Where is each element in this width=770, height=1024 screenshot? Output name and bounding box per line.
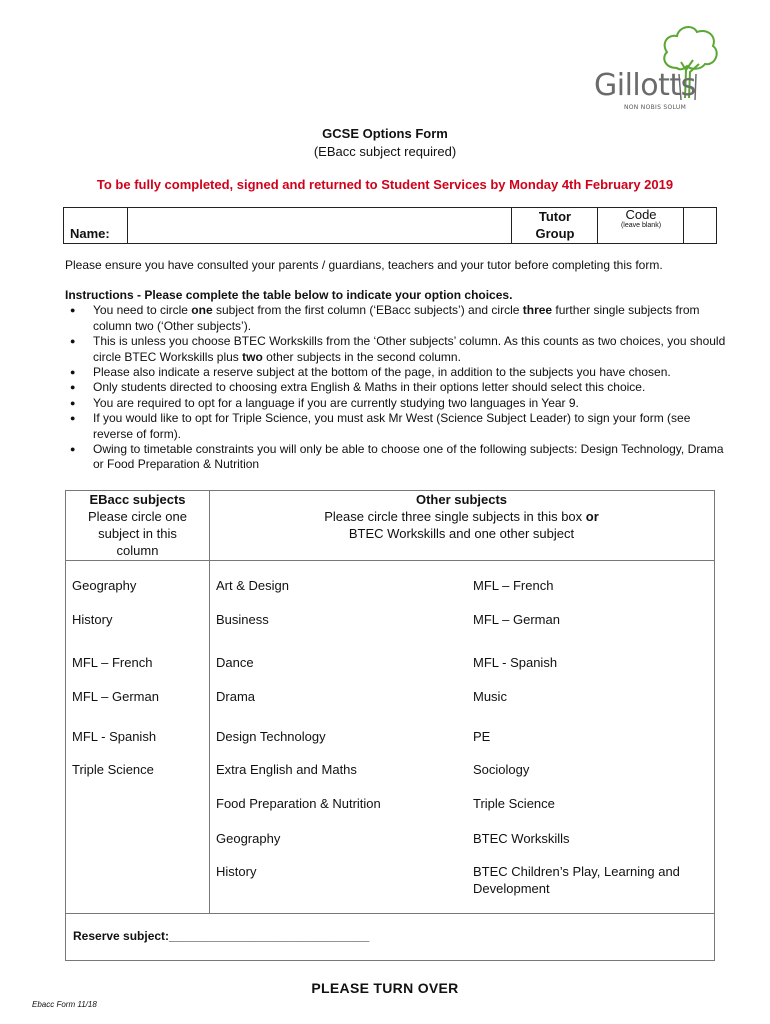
other-subject[interactable]: Business [216,612,269,627]
ebacc-subject[interactable]: MFL - Spanish [72,729,157,744]
instruction-item: ● This is unless you choose BTEC Workskills from the ‘Other subjects’ column. As this counts as two choices, you should circle BTEC Workskills plus two other subjects in the second column. [65,334,730,365]
other-subject[interactable]: Design Technology [216,729,326,744]
other-subject[interactable]: BTEC Children’s Play, Learning and Development [473,864,680,896]
other-subject[interactable]: PE [473,729,491,744]
instructions-heading: Instructions - Please complete the table below to indicate your option choices. [65,288,513,302]
tutor-group-label [512,208,598,242]
other-subject[interactable]: Food Preparation & Nutrition [216,796,381,811]
ebacc-subject[interactable]: History [72,612,113,627]
other-subject[interactable]: Geography [216,831,281,846]
tutor-group-label-cell [512,208,598,243]
form-title: GCSE Options Form [322,126,448,141]
other-subject[interactable]: Drama [216,689,256,704]
instruction-item: ● If you would like to opt for Triple Science, you must ask Mr West (Science Subject Leader) to sign your form (see reverse of form). [65,411,730,442]
name-label-cell [64,208,128,243]
tutor-label-line1: Tutor [538,209,572,224]
other-header-line: Please circle three single subjects in this box or [324,509,599,524]
name-label: Name: [70,226,110,241]
logo-wordmark: Gillotts [594,68,696,103]
ebacc-header-line: column [116,543,159,558]
code-note: (leave blank) [620,222,662,229]
other-subject[interactable]: Sociology [473,762,530,777]
other-subject[interactable]: MFL - Spanish [473,655,558,670]
other-subject[interactable]: History [216,864,257,879]
code-header [598,208,684,229]
other-subject[interactable]: Music [473,689,507,704]
ebacc-header-title: EBacc subjects [89,492,186,507]
other-subject[interactable]: BTEC Workskills [473,831,570,846]
form-footer: Ebacc Form 11/18 [32,1000,97,1009]
name-input-cell[interactable] [128,208,512,243]
ebacc-column-header [66,491,209,559]
reserve-divider [66,913,714,914]
logo-motto: NON NOBIS SOLUM [624,104,687,111]
other-header-title: Other subjects [415,492,508,507]
code-input-cell [684,208,716,243]
code-label: Code [625,207,657,222]
instruction-item: ● You need to circle one subject from the first column (‘EBacc subjects’) and circle three further single subjects from column two (‘Other subjects’). [65,303,730,334]
column-divider [209,491,210,913]
other-subject[interactable]: Dance [216,655,254,670]
instructions-list [65,303,730,472]
other-subject[interactable]: Extra English and Maths [216,762,357,777]
other-subject[interactable]: Art & Design [216,578,289,593]
instruction-item: ● You are required to opt for a language if you are currently studying two languages in Year 9. [65,396,730,411]
header-divider [66,560,714,561]
tutor-group-input-cell[interactable] [598,208,684,243]
deadline-notice: To be fully completed, signed and returned to Student Services by Monday 4th February 2019 [96,177,674,192]
tutor-label-line2: Group [535,226,575,241]
instruction-item: ● Please also indicate a reserve subject at the bottom of the page, in addition to the subjects you have chosen. [65,365,730,380]
other-subject[interactable]: Triple Science [473,796,555,811]
other-header-line: BTEC Workskills and one other subject [348,526,575,541]
school-logo [590,22,730,114]
subjects-table [65,490,715,961]
reserve-subject-field[interactable]: Reserve subject:______________________________ [73,929,370,943]
ebacc-subject[interactable]: Triple Science [72,762,154,777]
turn-over-notice: PLEASE TURN OVER [311,980,459,996]
instructions [65,288,730,473]
ebacc-subject[interactable]: MFL – German [72,689,159,704]
consult-note: Please ensure you have consulted your parents / guardians, teachers and your tutor before completing this form. [65,258,663,272]
other-column-header [209,491,714,542]
ebacc-subject[interactable]: Geography [72,578,137,593]
other-subject[interactable]: MFL – German [473,612,560,627]
ebacc-subject[interactable]: MFL – French [72,655,153,670]
ebacc-header-line: Please circle one [88,509,187,524]
student-details-table [63,207,717,244]
other-subject[interactable]: MFL – French [473,578,554,593]
form-subtitle: (EBacc subject required) [313,144,457,159]
instruction-item: ● Owing to timetable constraints you will only be able to choose one of the following subjects: Design Technology, Drama or Food Preparation & Nutrition [65,442,730,473]
instruction-item: ● Only students directed to choosing extra English & Maths in their options letter should select this choice. [65,380,730,395]
ebacc-header-line: subject in this [98,526,177,541]
